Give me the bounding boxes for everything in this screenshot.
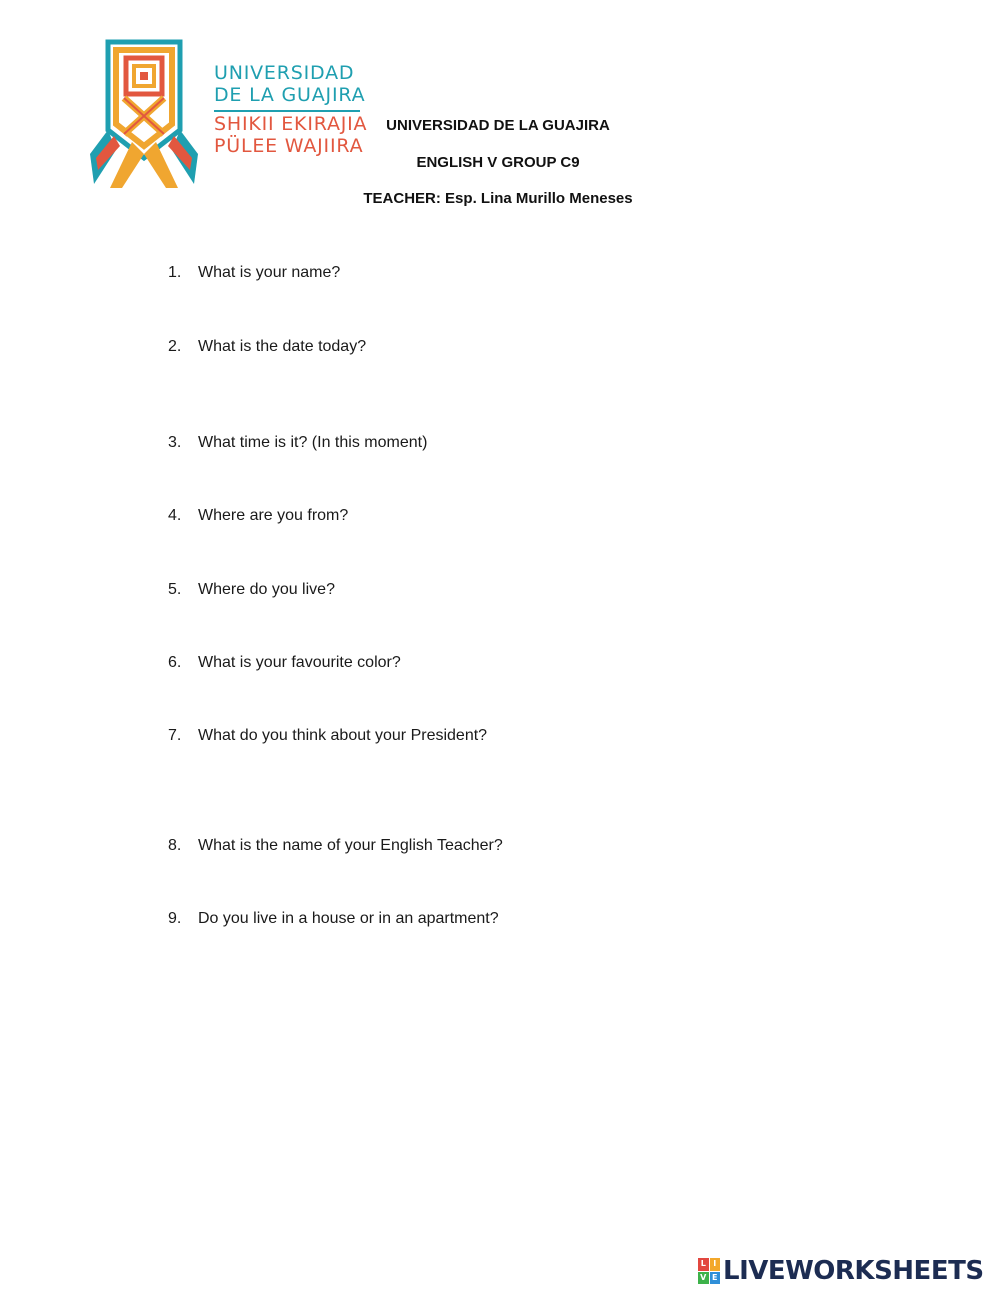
question-text: Do you live in a house or in an apartment? (198, 910, 499, 927)
question-8 (168, 837, 503, 855)
liveworksheets-brand (698, 1256, 984, 1286)
question-text: Where are you from? (198, 507, 349, 524)
course-title: ENGLISH V GROUP C9 (416, 154, 580, 171)
logo-line-2: DE LA GUAJIRA (214, 84, 366, 106)
question-number: 4. (168, 507, 182, 524)
question-text: What is your favourite color? (198, 654, 401, 671)
question-number: 3. (168, 434, 182, 451)
question-text: Where do you live? (198, 581, 335, 598)
question-7 (168, 727, 487, 745)
teacher-name: TEACHER: Esp. Lina Murillo Meneses (363, 190, 633, 207)
badge-letter: E (710, 1272, 721, 1285)
question-1 (168, 264, 340, 282)
badge-letter: V (698, 1272, 709, 1285)
question-number: 7. (168, 727, 182, 744)
brand-name: LIVEWORKSHEETS (723, 1256, 984, 1286)
question-number: 9. (168, 910, 182, 927)
question-9 (168, 910, 499, 928)
badge-letter: L (698, 1258, 709, 1271)
question-5 (168, 581, 335, 599)
question-3 (168, 434, 427, 452)
university-title: UNIVERSIDAD DE LA GUAJIRA (386, 117, 610, 134)
question-text: What do you think about your President? (198, 727, 488, 744)
logo-divider (214, 110, 360, 112)
question-text: What is your name? (198, 264, 341, 281)
question-6 (168, 654, 401, 672)
question-text: What time is it? (In this moment) (198, 434, 428, 451)
question-number: 8. (168, 837, 182, 854)
question-4 (168, 507, 348, 525)
question-number: 6. (168, 654, 182, 671)
question-number: 2. (168, 338, 182, 355)
question-number: 1. (168, 264, 182, 281)
liveworksheets-badge-icon (698, 1258, 720, 1284)
logo-line-4: PÜLEE WAJIIRA (214, 135, 364, 157)
logo-line-1: UNIVERSIDAD (214, 62, 355, 84)
logo-wordmark (214, 64, 374, 159)
question-text: What is the date today? (198, 338, 367, 355)
question-number: 5. (168, 581, 182, 598)
badge-letter: I (710, 1258, 721, 1271)
question-text: What is the name of your English Teacher? (198, 837, 503, 854)
question-2 (168, 338, 366, 356)
logo-line-3: SHIKII EKIRAJIA (214, 113, 368, 135)
